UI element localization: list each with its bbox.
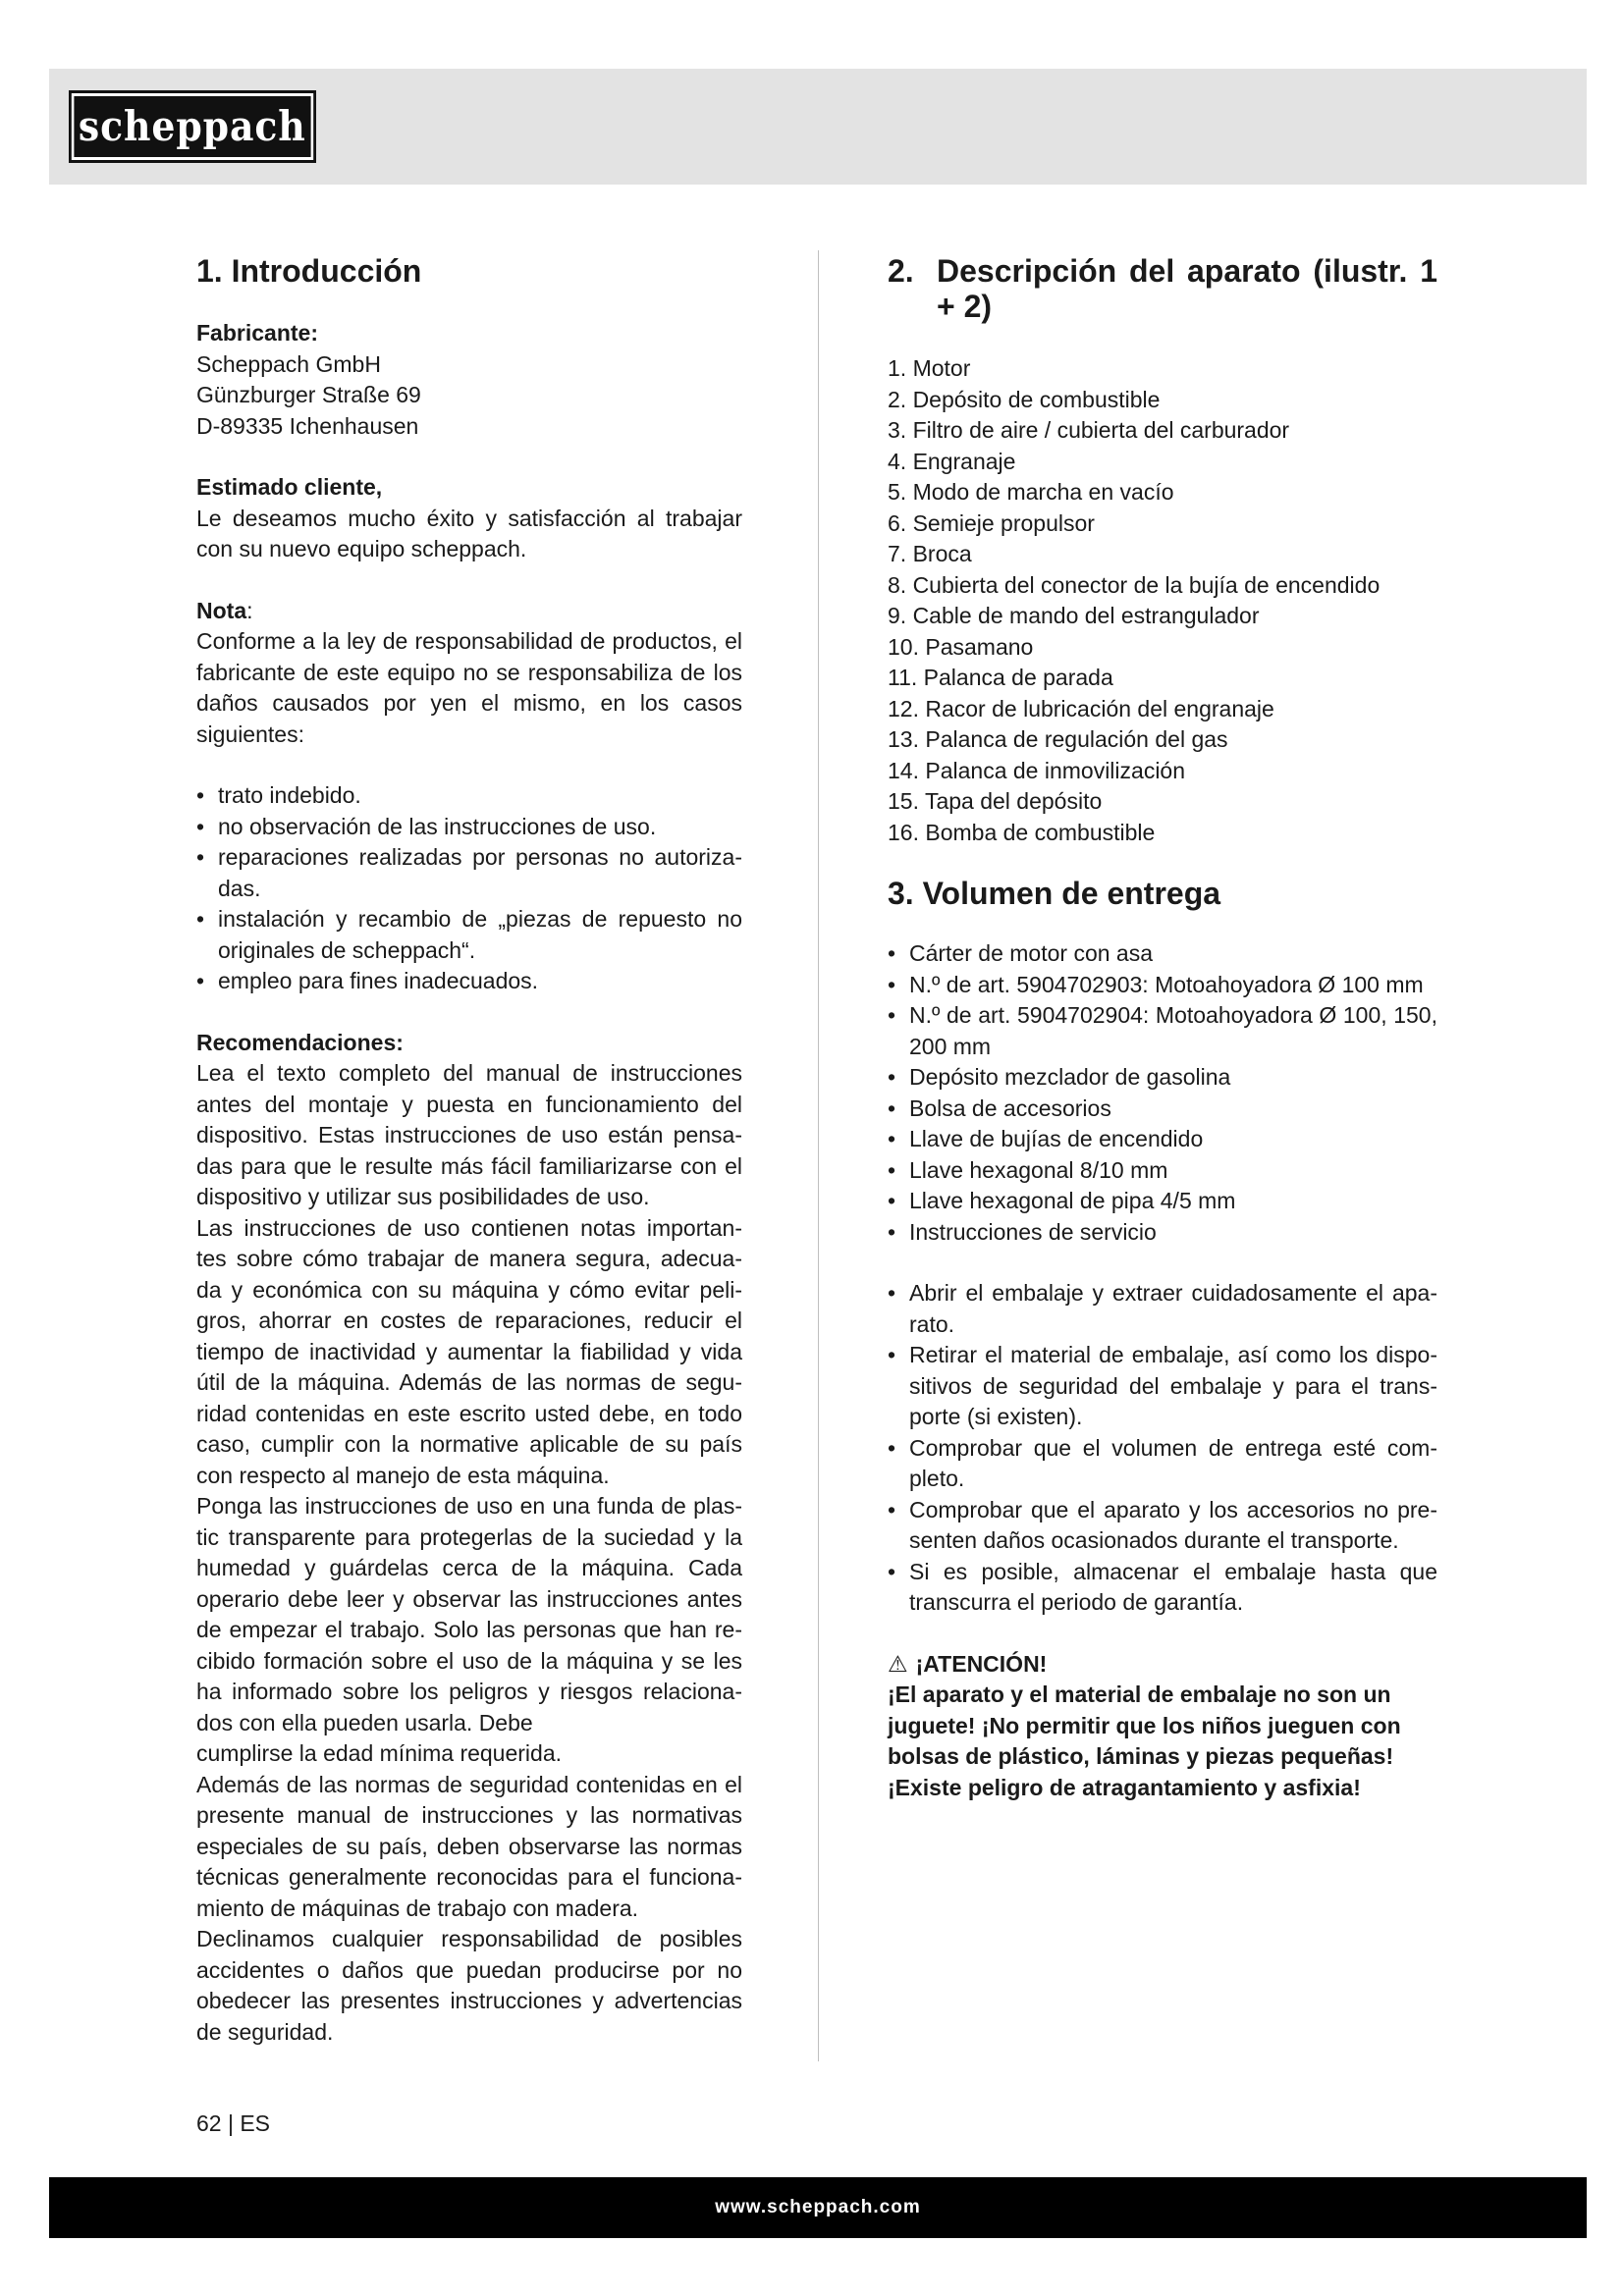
left-column [196,253,742,2048]
list-item: 13. Palanca de regulación del gas [888,726,1228,752]
list-item: 6. Semieje propulsor [888,509,1095,536]
page-number: 62 | ES [196,2110,271,2136]
section-1-title: Introducción [231,253,422,289]
list-item: • Retirar el material de embalaje, así como los dispo-sitivos de seguridad del embalaje y para el trans-porte (si existen). [888,1340,1437,1433]
list-item: • N.º de art. 5904702903: Motoahoyadora Ø 100 mm [888,970,1437,1001]
list-item: • Comprobar que el aparato y los accesorios no pre-senten daños ocasionados durante el transporte. [888,1495,1437,1557]
list-item: • instalación y recambio de „piezas de repuesto no originales de scheppach“. [196,904,742,966]
list-item: 9. Cable de mando del estrangulador [888,603,1260,628]
list-item: 10. Pasamano [888,633,1034,660]
section-1-heading [196,253,742,289]
attention-heading [888,1649,1437,1681]
list-item: 11. Palanca de parada [888,665,1113,690]
list-item: 12. Racor de lubricación del engranaje [888,695,1274,721]
list-item: • Depósito mezclador de gasolina [888,1062,1437,1094]
section-3-number: 3. [888,876,914,911]
column-divider [818,250,819,2061]
recommendations-paragraph: Las instrucciones de uso contienen notas importan-tes sobre cómo trabajar de manera segura, adecua-da y económica con su máquina y cómo evitar peli-gros, ahorrar en costes de reparaciones, reducir el tiempo de inactividad y aumentar la fiabilidad y vida útil de la máquina. Además de las normas de segu-ridad contenidas en este escrito usted debe, en todo caso, cumplir con la normative aplicable de su país con respecto al manejo de esta máquina. [196,1214,742,1488]
list-item: 3. Filtro de aire / cubierta del carburador [888,417,1290,443]
list-item: • empleo para fines inadecuados. [196,966,742,997]
recommendations-paragraph: Lea el texto completo del manual de instrucciones antes del montaje y puesta en funcionamiento del dispositivo. Estas instrucciones de uso están pensa-das para que le resulte más fácil familiarizarse con el dispositivo y utilizar sus posibilidades de uso. [196,1060,742,1209]
scheppach-logo: scheppach [69,90,316,163]
section-3-heading [888,876,1437,911]
manufacturer-line: D-89335 Ichenhausen [196,412,419,439]
list-item: 16. Bomba de combustible [888,819,1156,845]
right-column [888,253,1437,1803]
list-item: 14. Palanca de inmovilización [888,757,1186,783]
list-item: • Llave de bujías de encendido [888,1124,1437,1155]
list-item: 8. Cubierta del conector de la bujía de encendido [888,571,1380,598]
list-item: • Comprobar que el volumen de entrega esté com-pleto. [888,1433,1437,1495]
section-2-heading [888,253,1437,324]
list-item: 1. Motor [888,355,971,381]
delivery-list [888,938,1437,1248]
section-2-number: 2. [888,253,914,289]
list-item: • trato indebido. [196,780,742,812]
recommendations-label: Recomendaciones: [196,1029,404,1055]
note-heading [196,596,742,627]
list-item: 7. Broca [888,541,972,566]
list-item: • no observación de las instrucciones de uso. [196,812,742,843]
recommendations-paragraph: Ponga las instrucciones de uso en una funda de plas-tic transparente para protegerlas de la suciedad y la humedad y guárdelas cerca de la máquina. Cada operario debe leer y observar las instrucciones antes de empezar el trabajo. Solo las personas que han re-cibido formación sobre el uso de la máquina y se les ha informado sobre los peligros y riesgos relaciona-dos con ella pueden usarla. Debe [196,1493,742,1735]
note-colon: : [246,597,253,623]
list-item: • reparaciones realizadas por personas no autoriza-das. [196,842,742,904]
note-text: Conforme a la ley de responsabilidad de productos, el fabricante de este equipo no se responsabiliza de los daños causados por yen el mismo, en los casos siguientes: [196,628,742,747]
parts-list [888,353,1437,848]
warning-icon: ⚠ [888,1650,908,1677]
unpacking-steps-list [888,1278,1437,1619]
note-bullet-list [196,780,742,997]
list-item: 5. Modo de marcha en vacío [888,479,1174,505]
section-1-number: 1. [196,253,223,289]
list-item: • Abrir el embalaje y extraer cuidadosamente el apa-rato. [888,1278,1437,1340]
footer-url: www.scheppach.com [49,2177,1587,2238]
section-3-title: Volumen de entrega [922,876,1221,911]
dear-customer-label: Estimado cliente, [196,474,383,500]
list-item: • N.º de art. 5904702904: Motoahoyadora Ø 100, 150, 200 mm [888,1000,1437,1062]
recommendations-paragraph: Además de las normas de seguridad contenidas en el presente manual de instrucciones y las normativas especiales de su país, deben observarse las normas técnicas generalmente reconocidas para el funciona-miento de máquinas de trabajo con madera. [196,1771,742,1921]
list-item: • Llave hexagonal 8/10 mm [888,1155,1437,1187]
note-label: Nota [196,597,247,623]
list-item: 4. Engranaje [888,448,1016,474]
section-2-title: Descripción del aparato (ilustr. 1 + 2) [937,253,1437,324]
list-item: • Si es posible, almacenar el embalaje hasta que transcurra el periodo de garantía. [888,1557,1437,1619]
list-item: • Cárter de motor con asa [888,938,1437,970]
list-item: • Bolsa de accesorios [888,1094,1437,1125]
manufacturer-label: Fabricante: [196,320,318,346]
attention-text: ¡El aparato y el material de embalaje no son un juguete! ¡No permitir que los niños jueguen con bolsas de plástico, láminas y piezas pequeñas! ¡Existe peligro de atragantamiento y asfixia! [888,1682,1401,1800]
manufacturer-line: Günzburger Straße 69 [196,382,421,407]
list-item: 2. Depósito de combustible [888,386,1161,412]
recommendations-paragraph: Declinamos cualquier responsabilidad de posibles accidentes o daños que puedan producirse por no obedecer las presentes instrucciones y advertencias de seguridad. [196,1926,742,2045]
recommendations-paragraph: cumplirse la edad mínima requerida. [196,1740,563,1766]
list-item: • Llave hexagonal de pipa 4/5 mm [888,1186,1437,1217]
attention-label: ¡ATENCIÓN! [915,1650,1048,1677]
list-item: 15. Tapa del depósito [888,788,1103,814]
dear-customer-text: Le deseamos mucho éxito y satisfacción al trabajar con su nuevo equipo scheppach. [196,505,742,561]
list-item: • Instrucciones de servicio [888,1217,1437,1249]
manufacturer-line: Scheppach GmbH [196,350,381,377]
